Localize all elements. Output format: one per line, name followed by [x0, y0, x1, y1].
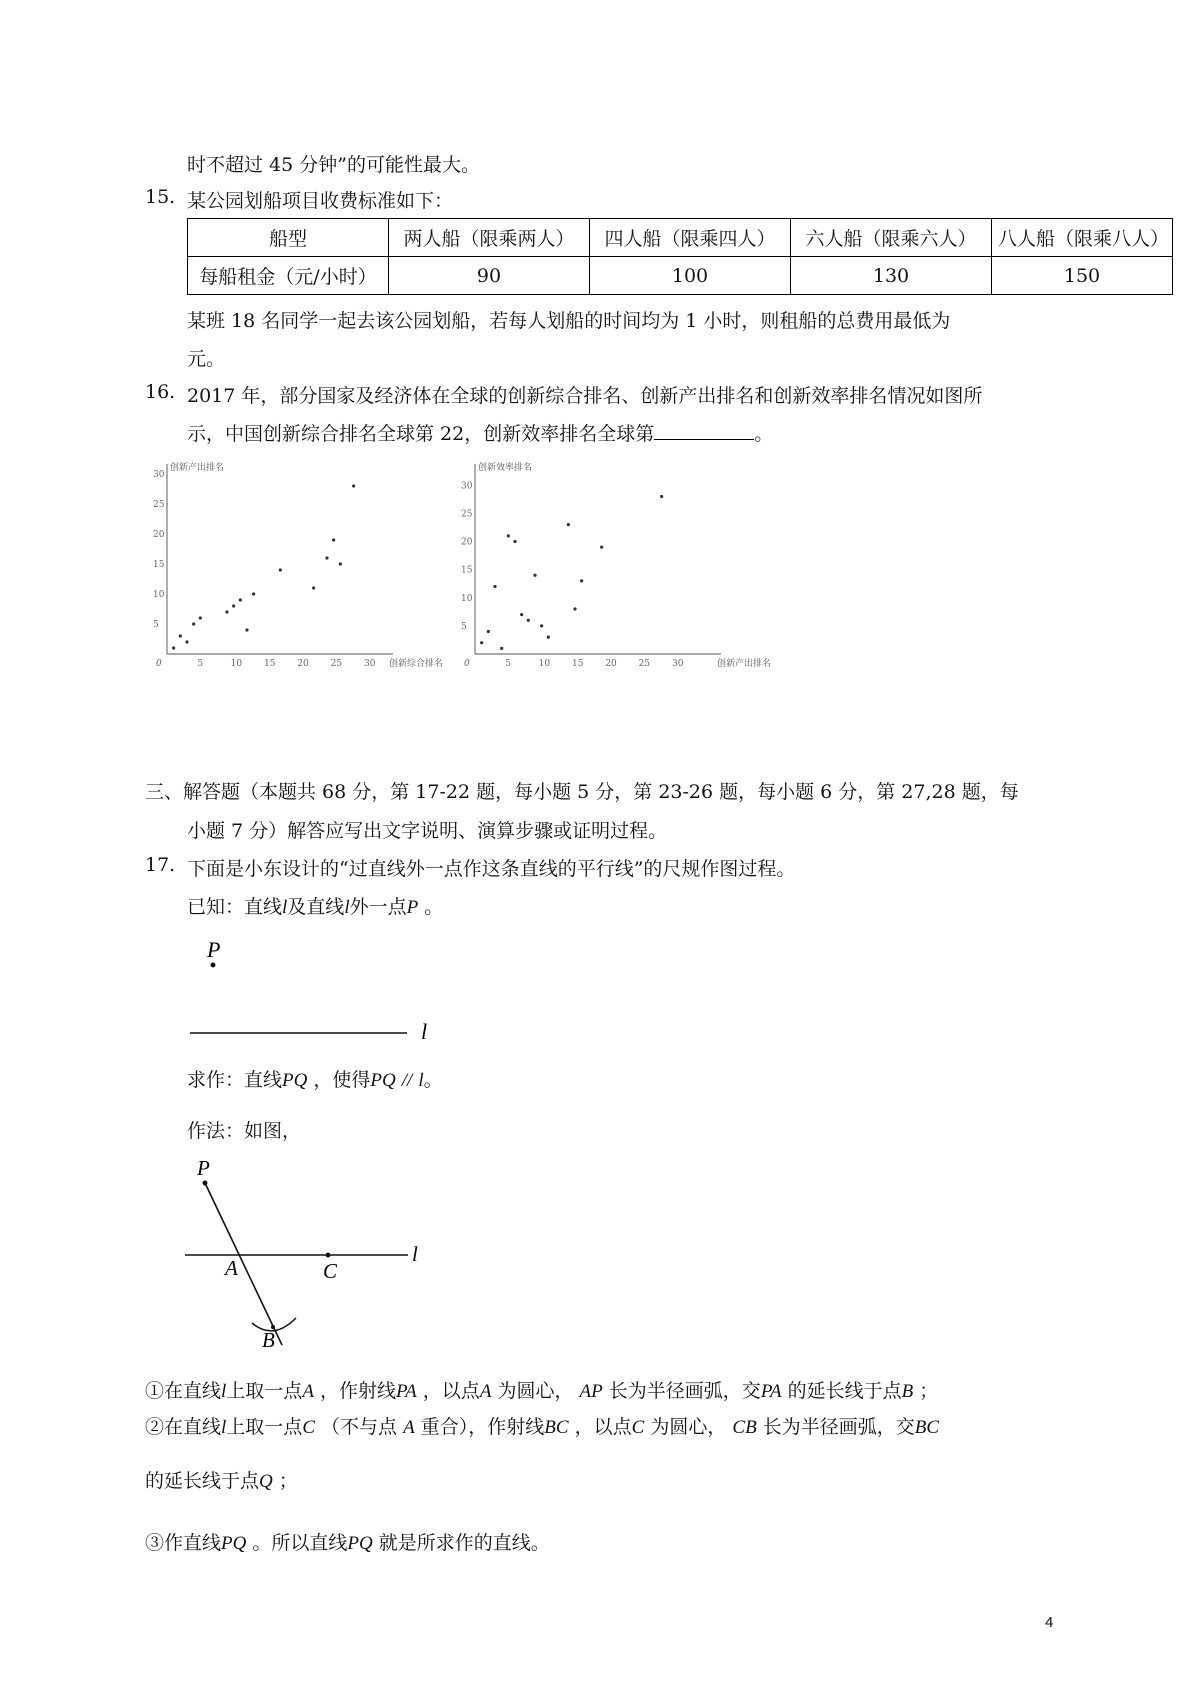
var-PQ: PQ	[221, 1533, 247, 1554]
text-span: 外一点	[349, 896, 407, 918]
table-cell: 100	[590, 257, 791, 295]
q15-question-line1: 某班 18 名同学一起去该公园划船，若每人划船的时间均为 1 小时，则租船的总费用最低为	[187, 310, 951, 332]
var-BC: BC	[914, 1417, 940, 1438]
q16-line2	[187, 419, 773, 446]
var-l: l	[418, 1070, 424, 1091]
var-l: l	[282, 897, 288, 918]
data-point	[339, 562, 342, 565]
text-span: ②在直线	[145, 1416, 222, 1438]
x-tick-label: 20	[605, 659, 617, 669]
page-number: 4	[1045, 1614, 1054, 1631]
table-cell: 130	[791, 257, 992, 295]
var-Q: Q	[259, 1471, 273, 1492]
q16-line2-text: 示，中国创新综合排名全球第 22，创新效率排名全球第	[187, 423, 655, 445]
data-point	[325, 556, 328, 559]
var-CB: CB	[732, 1417, 757, 1438]
y-tick-label: 15	[461, 565, 473, 576]
data-point	[192, 622, 195, 625]
label-C: C	[323, 1259, 338, 1283]
data-point	[232, 604, 235, 607]
q17-seek	[187, 1065, 443, 1092]
label-P: P	[197, 1156, 210, 1180]
text-span: 为圆心，	[650, 1416, 727, 1438]
section3-line2: 小题 7 分）解答应写出文字说明、演算步骤或证明过程。	[187, 820, 668, 842]
figure-point-and-line	[185, 935, 445, 1045]
x-tick-label: 5	[505, 659, 512, 669]
x-tick-label: 25	[638, 659, 651, 669]
point-P	[211, 963, 216, 968]
data-point	[573, 607, 576, 610]
text-span: ③作直线	[145, 1532, 222, 1554]
y-tick-label: 30	[461, 481, 473, 492]
q17-step2-line2	[145, 1466, 298, 1493]
text-span: 的延长线于点	[787, 1380, 902, 1402]
text-span: 已知：直线	[187, 896, 283, 918]
q15-question-line2: 元。	[187, 348, 226, 370]
q16-number: 16.	[145, 381, 176, 403]
text-span: 为圆心，	[497, 1380, 574, 1402]
data-point	[252, 592, 255, 595]
x-tick-label: 15	[572, 659, 584, 669]
text-span: ，以点	[574, 1416, 632, 1438]
q17-step2-line1	[145, 1412, 939, 1439]
q17-method: 作法：如图，	[187, 1120, 302, 1142]
var-l: l	[344, 897, 350, 918]
var-A: A	[302, 1381, 314, 1402]
x-axis-label: 创新产出排名	[717, 659, 772, 669]
text-span: 及直线	[287, 896, 345, 918]
var-C: C	[302, 1417, 315, 1438]
text-span: 长为半径画弧，交	[608, 1380, 761, 1402]
data-point	[239, 598, 242, 601]
answer-blank[interactable]	[654, 421, 754, 440]
ray-PA	[205, 1183, 282, 1345]
data-point	[332, 538, 335, 541]
q17-step1	[145, 1376, 938, 1403]
var-PA: PA	[395, 1381, 417, 1402]
label-A: A	[225, 1256, 238, 1280]
var-PQ: PQ	[282, 1070, 308, 1091]
figure-construction	[180, 1155, 440, 1350]
var-A: A	[479, 1381, 492, 1402]
var-PQ: PQ	[347, 1533, 373, 1554]
text-span: 。	[424, 896, 444, 918]
table-cell: 八人船（限乘八人）	[992, 219, 1173, 257]
y-tick-label: 5	[153, 620, 159, 630]
x-tick-label: 25	[330, 659, 343, 669]
y-tick-label: 20	[153, 530, 165, 540]
data-point	[520, 613, 523, 616]
text-span: 。所以直线	[252, 1532, 348, 1554]
data-point	[245, 628, 248, 631]
var-C: C	[631, 1417, 645, 1438]
table-cell: 每船租金（元/小时）	[188, 257, 389, 295]
data-point	[507, 534, 510, 537]
x-tick-label: 30	[364, 659, 376, 669]
var-PQ: PQ	[370, 1070, 396, 1091]
data-point	[533, 574, 536, 577]
y-tick-label: 20	[461, 537, 473, 548]
table-cell: 船型	[188, 219, 389, 257]
text-span: 上取一点	[226, 1380, 303, 1402]
text-span: 求作：直线	[187, 1069, 283, 1091]
fee-table	[187, 218, 1173, 295]
text-span: ，作射线	[319, 1380, 396, 1402]
point-P	[203, 1181, 208, 1186]
text-span: ①在直线	[145, 1380, 222, 1402]
var-A: A	[403, 1417, 415, 1438]
data-point	[279, 568, 282, 571]
scatter-chart-output-vs-overall	[140, 458, 460, 718]
var-P: P	[406, 897, 419, 918]
q17-number: 17.	[145, 854, 176, 876]
data-point	[312, 586, 315, 589]
y-axis-label: 创新产出排名	[170, 463, 225, 473]
x-axis-label: 创新综合排名	[389, 659, 444, 669]
data-point	[513, 540, 516, 543]
var-B: B	[901, 1381, 914, 1402]
var-l: l	[221, 1417, 227, 1438]
label-P: P	[207, 937, 221, 962]
origin-label: 0	[464, 659, 470, 669]
q14-tail: 时不超过 45 分钟”的可能性最大。	[187, 154, 480, 176]
label-l: l	[412, 1242, 418, 1266]
table-row	[188, 219, 1173, 257]
table-row	[188, 257, 1173, 295]
q17-line1: 下面是小东设计的“过直线外一点作这条直线的平行线”的尺规作图过程。	[187, 858, 796, 880]
data-point	[185, 640, 188, 643]
data-point	[172, 646, 175, 649]
data-point	[580, 579, 583, 582]
data-point	[660, 495, 663, 498]
y-tick-label: 10	[153, 590, 165, 600]
y-tick-label: 10	[461, 593, 473, 604]
x-tick-label: 15	[264, 659, 276, 669]
data-point	[567, 523, 570, 526]
q16-line1: 2017 年，部分国家及经济体在全球的创新综合排名、创新产出排名和创新效率排名情况如图所	[187, 385, 983, 407]
var-BC: BC	[544, 1417, 569, 1438]
data-point	[179, 634, 182, 637]
data-point	[527, 619, 530, 622]
x-tick-label: 30	[672, 659, 684, 669]
data-point	[480, 641, 483, 644]
y-axis-label: 创新效率排名	[478, 463, 533, 473]
data-point	[500, 647, 503, 650]
text-span: ；	[278, 1470, 298, 1492]
text-span: ；	[919, 1380, 939, 1402]
table-cell: 两人船（限乘两人）	[389, 219, 590, 257]
q16-line2-end: 。	[754, 423, 774, 445]
x-tick-label: 5	[197, 659, 204, 669]
text-span: 重合），作射线	[420, 1416, 545, 1438]
y-tick-label: 15	[153, 560, 165, 570]
y-tick-label: 25	[153, 500, 165, 510]
data-point	[600, 546, 603, 549]
text-span: （不与点	[321, 1416, 398, 1438]
text-span: ，以点	[422, 1380, 480, 1402]
text-span: 上取一点	[226, 1416, 303, 1438]
data-point	[199, 616, 202, 619]
parallel-symbol: //	[401, 1070, 413, 1091]
text-span: 的延长线于点	[145, 1470, 260, 1492]
text-span: ，使得	[313, 1069, 371, 1091]
data-point	[540, 624, 543, 627]
label-l: l	[421, 1019, 428, 1044]
section3-line1: 三、解答题（本题共 68 分，第 17-22 题，每小题 5 分，第 23-26 题，每小题 6 分，第 27,28 题，每	[145, 781, 1019, 803]
q17-known	[187, 892, 443, 919]
x-tick-label: 10	[538, 659, 551, 669]
q15-number: 15.	[145, 186, 176, 208]
y-tick-label: 30	[153, 470, 165, 480]
var-PA: PA	[760, 1381, 782, 1402]
table-cell: 150	[992, 257, 1173, 295]
text-span: 。	[423, 1069, 443, 1091]
table-cell: 90	[389, 257, 590, 295]
var-AP: AP	[579, 1381, 603, 1402]
x-tick-label: 20	[297, 659, 309, 669]
q17-step3	[145, 1528, 550, 1555]
table-cell: 六人船（限乘六人）	[791, 219, 992, 257]
text-span: 就是所求作的直线。	[378, 1532, 550, 1554]
y-tick-label: 5	[461, 621, 467, 632]
y-tick-label: 25	[461, 509, 473, 520]
x-tick-label: 10	[230, 659, 243, 669]
scatter-chart-efficiency-vs-output	[450, 460, 780, 720]
data-point	[487, 630, 490, 633]
table-cell: 四人船（限乘四人）	[590, 219, 791, 257]
data-point	[225, 610, 228, 613]
var-l: l	[221, 1381, 227, 1402]
label-B: B	[262, 1328, 275, 1350]
origin-label: 0	[156, 659, 162, 669]
data-point	[352, 484, 355, 487]
q15-stem: 某公园划船项目收费标准如下：	[187, 190, 454, 212]
text-span: 长为半径画弧，交	[762, 1416, 915, 1438]
data-point	[547, 636, 550, 639]
point-C	[326, 1253, 331, 1258]
data-point	[493, 585, 496, 588]
